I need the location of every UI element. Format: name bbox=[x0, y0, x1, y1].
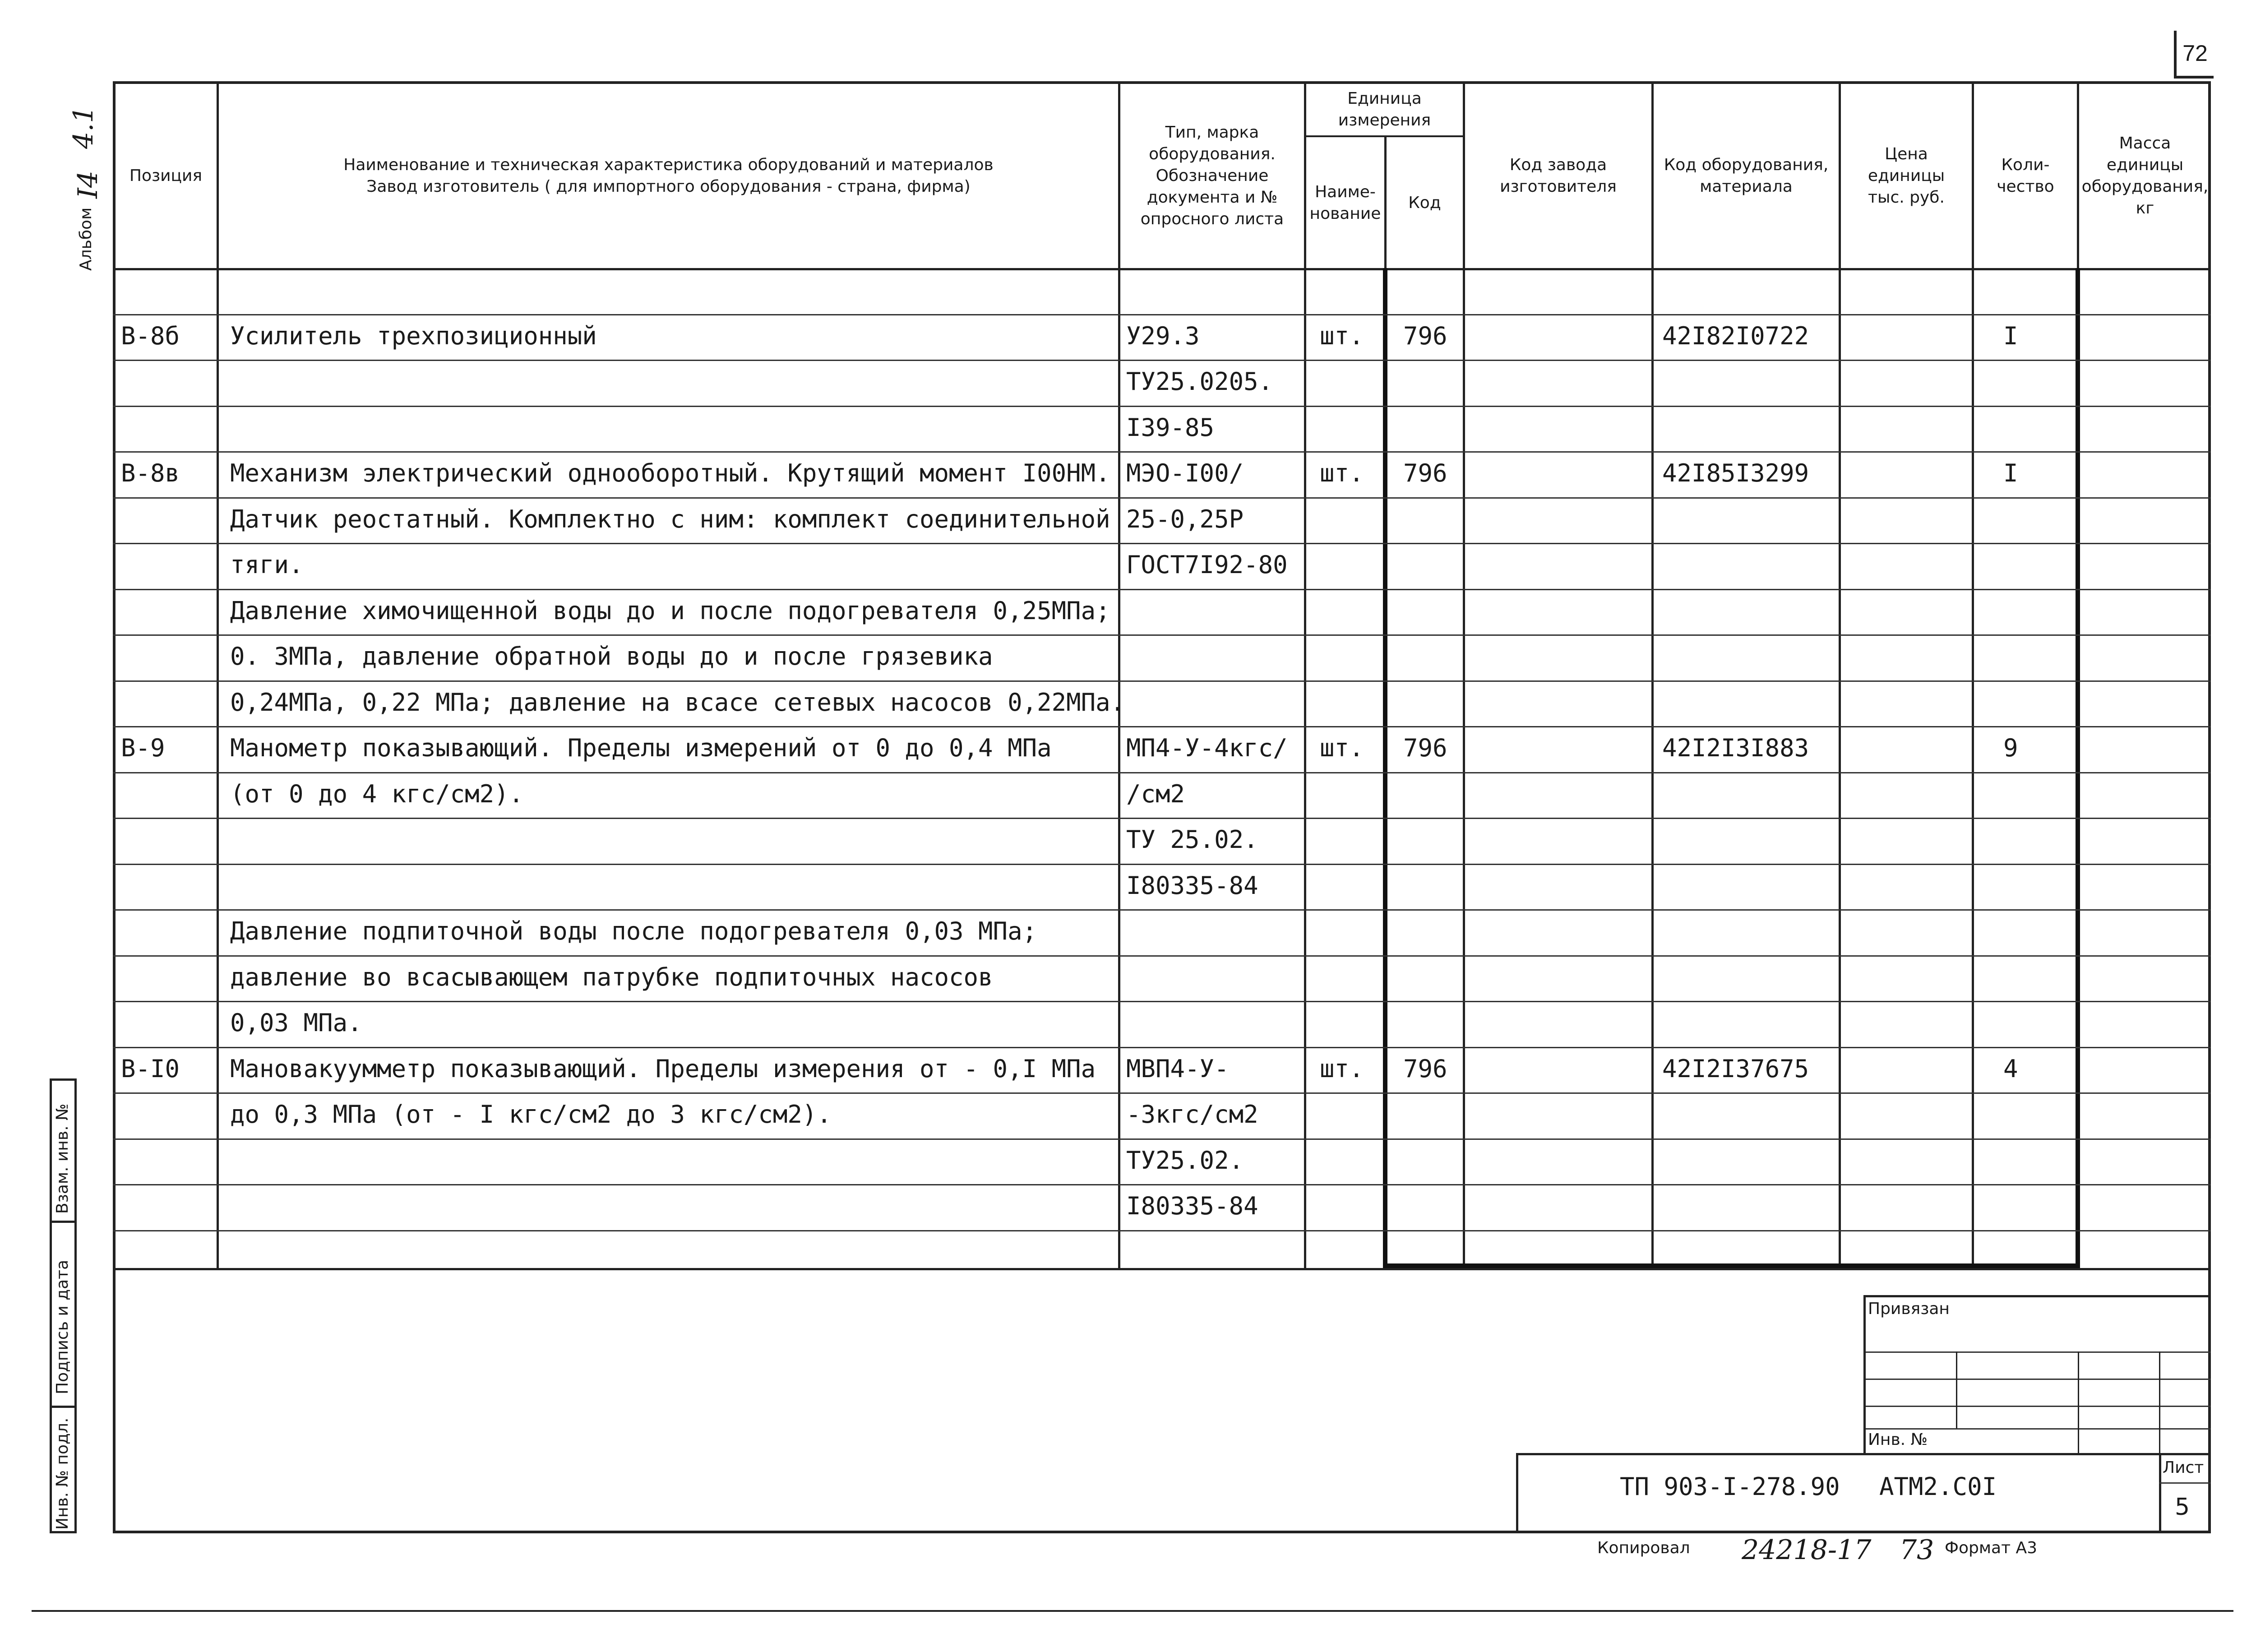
album-number: I4 bbox=[72, 171, 104, 199]
row-name: Механизм электрический однооборотный. Крутящий момент I00НМ. bbox=[230, 459, 1110, 487]
row-position: В-9 bbox=[121, 734, 165, 762]
row-divider bbox=[113, 864, 2211, 865]
row-divider bbox=[113, 314, 2211, 315]
row-unit: шт. bbox=[1320, 322, 1364, 350]
row-name: Давление подпиточной воды после подогревателя 0,03 МПа; bbox=[230, 917, 1037, 945]
row-type: I39-85 bbox=[1126, 413, 1215, 442]
row-name: Датчик реостатный. Комплектно с ним: комплект соединительной bbox=[230, 505, 1110, 533]
row-divider bbox=[113, 543, 2211, 544]
page-bottom-rule bbox=[32, 1610, 2233, 1612]
row-divider bbox=[113, 1092, 2211, 1094]
row-divider bbox=[113, 726, 2211, 727]
row-unit: шт. bbox=[1320, 459, 1364, 487]
row-material-code: 42I2I37675 bbox=[1662, 1055, 1809, 1083]
side-label-vzam: Взам. инв. № bbox=[53, 1103, 72, 1214]
row-position: В-8б bbox=[121, 322, 180, 350]
header-position: Позиция bbox=[129, 166, 203, 185]
header-factory-code: Код завода изготовителя bbox=[1500, 155, 1617, 196]
row-type: ГОСТ7I92-80 bbox=[1126, 551, 1288, 579]
row-name: тяги. bbox=[230, 551, 304, 579]
row-divider bbox=[113, 909, 2211, 911]
row-type: МВП4-У- bbox=[1126, 1055, 1229, 1083]
row-name: давление во всасывающем патрубке подпиточных насосов bbox=[230, 963, 993, 991]
doc-code-suffix: АТМ2.С0I bbox=[1879, 1472, 1997, 1501]
row-unit-code: 796 bbox=[1403, 734, 1447, 762]
row-material-code: 42I82I0722 bbox=[1662, 322, 1809, 350]
row-type: У29.3 bbox=[1126, 322, 1200, 350]
row-name: 0,24МПа, 0,22 МПа; давление на всасе сетевых насосов 0,22МПа. bbox=[230, 688, 1125, 717]
list-number: 5 bbox=[2175, 1494, 2190, 1521]
row-unit: шт. bbox=[1320, 1055, 1364, 1083]
header-material-code: Код оборудования, материала bbox=[1664, 155, 1829, 196]
row-quantity: I bbox=[2003, 322, 2018, 350]
row-name: до 0,3 МПа (от - I кгс/см2 до 3 кгс/см2). bbox=[230, 1100, 832, 1129]
row-divider bbox=[113, 1184, 2211, 1185]
header-mass: Масса единицы оборудования, кг bbox=[2081, 134, 2209, 217]
row-name: Усилитель трехпозиционный bbox=[230, 322, 597, 350]
row-divider bbox=[113, 772, 2211, 773]
row-type: I80335-84 bbox=[1126, 1192, 1258, 1220]
row-type: I80335-84 bbox=[1126, 871, 1258, 900]
sheet-number: 72 bbox=[2174, 31, 2214, 79]
row-material-code: 42I85I3299 bbox=[1662, 459, 1809, 487]
row-material-code: 42I2I3I883 bbox=[1662, 734, 1809, 762]
row-unit-code: 796 bbox=[1403, 459, 1447, 487]
side-label-podpis: Подпись и дата bbox=[53, 1259, 72, 1394]
row-type: /см2 bbox=[1126, 780, 1185, 808]
row-type: МП4-У-4кгс/ bbox=[1126, 734, 1288, 762]
row-quantity: I bbox=[2003, 459, 2018, 487]
row-position: В-I0 bbox=[121, 1055, 180, 1083]
privyazan-block bbox=[1863, 1295, 2211, 1453]
row-divider bbox=[113, 497, 2211, 499]
row-name: Мановакуумметр показывающий. Пределы измерения от - 0,I МПа bbox=[230, 1055, 1096, 1083]
header-price: Цена единицы тыс. руб. bbox=[1868, 144, 1945, 207]
side-label-inv-podl: Инв. № подл. bbox=[53, 1417, 72, 1530]
header-unit-group: Единица измерения bbox=[1338, 89, 1431, 130]
row-type: ТУ25.02. bbox=[1126, 1146, 1244, 1175]
row-type: МЭО-I00/ bbox=[1126, 459, 1244, 487]
row-divider bbox=[113, 1001, 2211, 1002]
row-type: ТУ 25.02. bbox=[1126, 825, 1258, 854]
album-label: Альбом bbox=[77, 207, 95, 271]
inv-no-label: Инв. № bbox=[1868, 1430, 1928, 1449]
row-name: (от 0 до 4 кгс/см2). bbox=[230, 780, 524, 808]
privyazan-label: Привязан bbox=[1868, 1300, 1950, 1318]
kopiroval-label: Копировал bbox=[1597, 1539, 1690, 1557]
order-suffix: 73 bbox=[1900, 1534, 1934, 1566]
row-name: Манометр показывающий. Пределы измерений от 0 до 0,4 МПа bbox=[230, 734, 1052, 762]
row-name: 0,03 МПа. bbox=[230, 1009, 362, 1037]
row-divider bbox=[113, 1047, 2211, 1048]
format-label: Формат А3 bbox=[1945, 1539, 2038, 1557]
header-name: Наименование и техническая характеристика оборудований и материалов Завод изготовитель ( для импортного оборудования - страна, фирма) bbox=[343, 155, 994, 196]
row-divider bbox=[113, 680, 2211, 682]
row-name: Давление химочищенной воды до и после подогревателя 0,25МПа; bbox=[230, 597, 1110, 625]
row-unit-code: 796 bbox=[1403, 322, 1447, 350]
row-divider bbox=[113, 955, 2211, 957]
order-number: 24218-17 bbox=[1742, 1534, 1872, 1566]
row-divider bbox=[113, 634, 2211, 636]
header-quantity: Коли- чество bbox=[1997, 155, 2054, 196]
row-divider bbox=[113, 451, 2211, 453]
row-divider bbox=[113, 1230, 2211, 1231]
header-unit-code: Код bbox=[1408, 193, 1441, 212]
row-position: В-8в bbox=[121, 459, 180, 487]
row-type: 25-0,25Р bbox=[1126, 505, 1244, 533]
row-divider bbox=[113, 1138, 2211, 1140]
row-type: -3кгс/см2 bbox=[1126, 1100, 1258, 1129]
header-unit-name: Наиме- нование bbox=[1309, 182, 1381, 223]
row-divider bbox=[113, 406, 2211, 407]
row-type: ТУ25.0205. bbox=[1126, 367, 1273, 396]
row-unit-code: 796 bbox=[1403, 1055, 1447, 1083]
row-divider bbox=[113, 818, 2211, 819]
row-quantity: 9 bbox=[2003, 734, 2018, 762]
row-name: 0. 3МПа, давление обратной воды до и после грязевика bbox=[230, 642, 993, 671]
doc-code: ТП 903-I-278.90 bbox=[1620, 1472, 1840, 1501]
row-divider bbox=[113, 589, 2211, 590]
row-quantity: 4 bbox=[2003, 1055, 2018, 1083]
list-label: Лист bbox=[2163, 1458, 2204, 1477]
album-suffix: 4.1 bbox=[68, 106, 99, 149]
row-unit: шт. bbox=[1320, 734, 1364, 762]
row-divider bbox=[113, 360, 2211, 361]
header-type: Тип, марка оборудования. Обозначение документа и № опросного листа bbox=[1140, 123, 1284, 228]
